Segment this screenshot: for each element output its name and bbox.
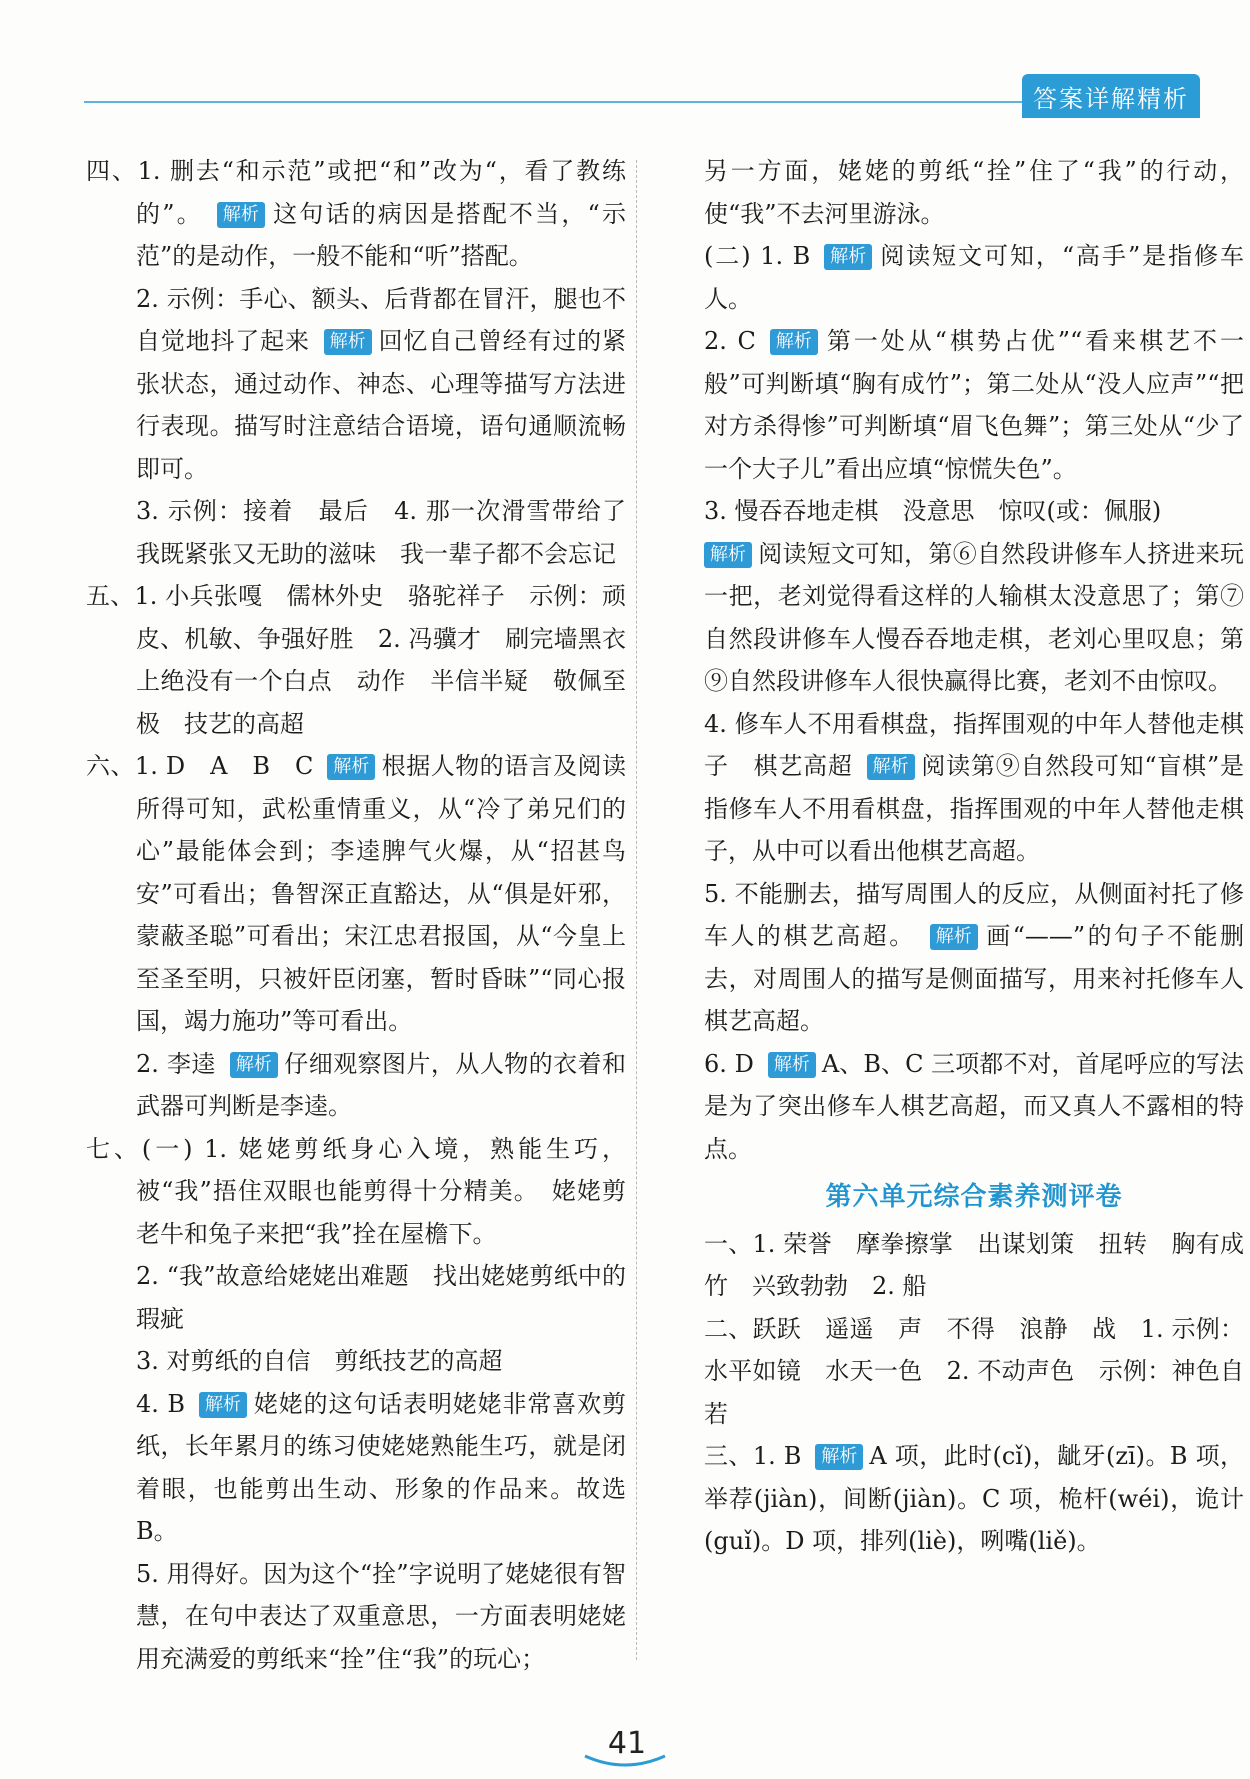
- analysis-tag: 解析: [199, 1392, 247, 1418]
- header-rule: [84, 101, 1084, 103]
- q7-item3: 3. 对剪纸的自信 剪纸技艺的高超: [136, 1347, 503, 1375]
- part2-item5: 5. 不能删去，描写周围人的反应，从侧面衬托了修车人的棋艺高超。 解析 画“——”的句子不能删去，对周围人的描写是侧面描写，用来衬托修车人棋艺高超。: [704, 879, 1244, 1035]
- q4-item1: 四、1. 删去“和示范”或把“和”改为“，看了教练的”。 解析 这句话的病因是搭配不当，“示范”的是动作，一般不能和“听”搭配。: [86, 157, 626, 270]
- analysis-tag: 解析: [867, 754, 915, 780]
- q6-item1: 六、1. D A B C 解析 根据人物的语言及阅读所得可知，武松重情重义，从“冷了弟兄们的心”最能体会到；李逵脾气火爆，从“招甚鸟安”可看出；鲁智深正直豁达，从“俱是奸邪，蒙蔽圣聪”可看出；宋江忠君报国，从“今皇上至圣至明，只被奸臣闭塞，暂时昏昧”“同心报国，竭力施功”等可看出。: [86, 752, 627, 1035]
- analysis-tag: 解析: [768, 1052, 816, 1078]
- section-title: 第六单元综合素养测评卷: [825, 1182, 1123, 1212]
- part2-item4: 4. 修车人不用看棋盘，指挥围观的中年人替他走棋子 棋艺高超 解析 阅读第⑨自然段可知“盲棋”是指修车人不用看棋盘，指挥围观的中年人替他走棋子，从中可以看出他棋艺高超。: [704, 709, 1244, 865]
- analysis-tag: 解析: [217, 202, 265, 228]
- analysis-tag: 解析: [770, 329, 818, 355]
- q7-item2: 2. “我”故意给姥姥出难题 找出姥姥剪纸中的瑕疵: [136, 1262, 626, 1333]
- column-divider: [636, 160, 637, 1660]
- analysis-tag: 解析: [824, 244, 872, 270]
- q7-item1: 七、(一) 1. 姥姥剪纸身心入境，熟能生巧，被“我”捂住双眼也能剪得十分精美。 姥姥剪老牛和兔子来把“我”拴在屋檐下。: [86, 1134, 626, 1248]
- q7-item5-cont: 另一方面，姥姥的剪纸“拴”住了“我”的行动，使“我”不去河里游泳。: [704, 157, 1244, 228]
- part2-item3: 3. 慢吞吞地走棋 没意思 惊叹(或：佩服): [704, 497, 1162, 525]
- analysis-tag: 解析: [327, 754, 375, 780]
- analysis-tag: 解析: [930, 924, 978, 950]
- q5: 五、1. 小兵张嘎 儒林外史 骆驼祥子 示例：顽皮、机敏、争强好胜 2. 冯骥才 刷完墙黑衣上绝没有一个白点 动作 半信半疑 敬佩至极 技艺的高超: [86, 582, 626, 738]
- page-number: 41: [607, 1726, 647, 1761]
- part2-item1: (二) 1. B 解析 阅读短文可知，“高手”是指修车人。: [704, 242, 1244, 313]
- analysis-tag: 解析: [324, 329, 372, 355]
- q4-item2: 2. 示例：手心、额头、后背都在冒汗，腿也不自觉地抖了起来 解析 回忆自己曾经有过的紧张状态，通过动作、神态、心理等描写方法进行表现。描写时注意结合语境，语句通顺流畅即可。: [136, 284, 627, 483]
- right-column: [704, 150, 1244, 1563]
- left-column: [86, 150, 626, 1680]
- analysis-tag: 解析: [815, 1444, 863, 1470]
- unit6-q3: 三、1. B 解析 A 项，此时(cǐ)，龇牙(zī)。B 项，举荐(jiàn)，间断(jiàn)。C 项，桅杆(wéi)，诡计(guǐ)。D 项，排列(liè)，咧嘴(liě)。: [704, 1442, 1244, 1555]
- analysis-tag: 解析: [704, 542, 752, 568]
- q4-item3: 3. 示例：接着 最后 4. 那一次滑雪带给了我既紧张又无助的滋味 我一辈子都不会忘记: [136, 497, 626, 568]
- part2-item2: 2. C 解析 第一处从“棋势占优”“看来棋艺不一般”可判断填“胸有成竹”；第二处从“没人应声”“把对方杀得惨”可判断填“眉飞色舞”；第三处从“少了一个大子儿”看出应填“惊慌失色”。: [704, 327, 1245, 483]
- unit6-q1: 一、1. 荣誉 摩拳擦掌 出谋划策 扭转 胸有成竹 兴致勃勃 2. 船: [704, 1229, 1244, 1300]
- q7-item5: 5. 用得好。因为这个“拴”字说明了姥姥很有智慧，在句中表达了双重意思，一方面表明姥姥用充满爱的剪纸来“拴”住“我”的玩心；: [136, 1559, 626, 1673]
- part2-item3-analysis: 解析 阅读短文可知，第⑥自然段讲修车人挤进来玩一把，老刘觉得看这样的人输棋太没意思了；第⑦自然段讲修车人慢吞吞地走棋，老刘心里叹息；第⑨自然段讲修车人很快赢得比赛，老刘不由惊叹。: [704, 539, 1244, 695]
- part2-item6: 6. D 解析 A、B、C 三项都不对，首尾呼应的写法是为了突出修车人棋艺高超，而又真人不露相的特点。: [704, 1049, 1244, 1163]
- analysis-tag: 解析: [230, 1052, 278, 1078]
- header-badge: 答案详解精析: [1022, 74, 1200, 118]
- q6-item2: 2. 李逵 解析 仔细观察图片，从人物的衣着和武器可判断是李逵。: [136, 1049, 627, 1120]
- page-swoosh-icon: [580, 1752, 670, 1772]
- q7-item4: 4. B 解析 姥姥的这句话表明姥姥非常喜欢剪纸，长年累月的练习使姥姥熟能生巧，就是闭着眼，也能剪出生动、形象的作品来。故选 B。: [136, 1389, 626, 1545]
- unit6-q2: 二、跃跃 遥遥 声 不得 浪静 战 1. 示例：水平如镜 水天一色 2. 不动声色 示例：神色自若: [704, 1314, 1244, 1428]
